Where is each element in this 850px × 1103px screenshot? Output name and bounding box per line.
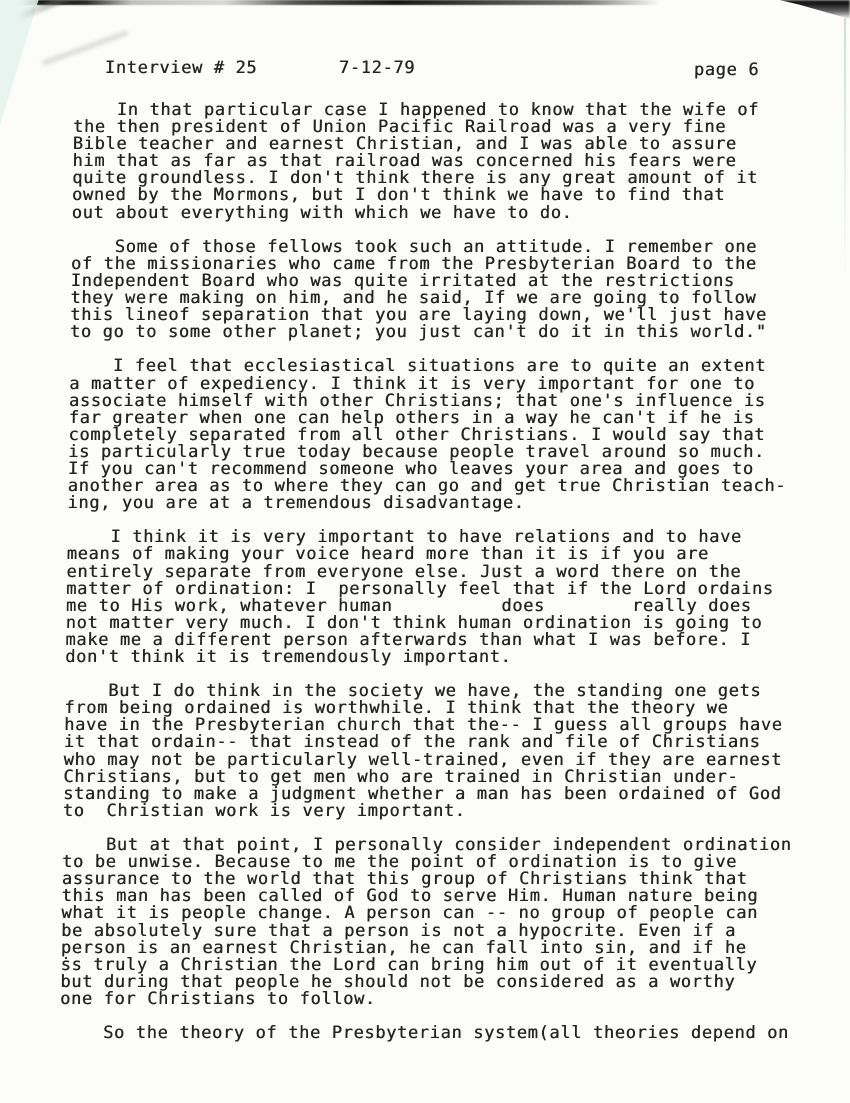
page-number: page 6 bbox=[693, 60, 760, 80]
paragraph-3: I feel that ecclesiastical situations are to quite an extent a matter of expediency. I think it is very important for one to associate himself with other Christians; that one's influence is far greater when one can help others in a way he can't if he is completely separated from all other Christians. I would say that is particularly true today because people travel around so much. If you can't recommend someone who leaves your area and goes to another area as to where they can go and get true Christian teach- ing, you are at a tremendous disadvantage. bbox=[67, 356, 787, 514]
paragraph-5: But I do think in the society we have, the standing one gets from being ordained is worthwhile. I think that the theory we have in the Presbyterian church that the-- I guess all groups have it that ordain-- that instead of the rank and file of Christians who may not be particularly well-trained, even if they are earnest Christians, but to get men who are trained in Christian under- standing to make a judgment whether a man has been ordained of God to Christian work is very important. bbox=[62, 681, 783, 821]
transcript-body bbox=[59, 102, 843, 1059]
interview-date: 7-12-79 bbox=[338, 58, 416, 78]
paragraph-1: In that particular case I happened to know that the wife of the then president of Union Pacific Railroad was a very fine Bible teacher and earnest Christian, and I was able to assure him that as far as that railroad was concerned his fears were quite groundless. I don't think there is any great amount of it owned by the Mormons, but I don't think we have to find that out about everything with which we have to do. bbox=[71, 100, 760, 223]
page-header bbox=[0, 58, 850, 80]
paragraph-2: Some of those fellows took such an attitude. I remember one of the missionaries who came from the Presbyterian Board to the Independent Board who was quite irritated at the restrictions they were making on him, and he said, If we are going to follow this lineof separation that you are laying down, we'll just have to go to some other planet; you just can't do it in this world." bbox=[69, 236, 768, 343]
interview-number: Interview # 25 bbox=[104, 58, 258, 78]
paragraph-4: I think it is very important to have relations and to have means of making your voice heard more than it is if you are entirely separate from everyone else. Just a word there on the matter of ordination: I personally feel that if the Lord ordains me to His work, whatever human does really does not matter very much. I don't think human ordination is going to make me a different person afterwards than what I was before. I don't think it is tremendously important. bbox=[64, 527, 774, 667]
paragraph-6: But at that point, I personally consider independent ordination to be unwise. Because to me the point of ordination is to give assurance to the world that this group of Christians think that this man has been called of God to serve Him. Human nature being what it is people change. A person can -- no group of people can be absolutely sure that a person is not a hypocrite. Even if a person is an earnest Christian, he can fall into sin, and if he ṡs truly a Christian the Lord can bring him out of it eventually but during that people he should not be considered as a worthy one for Christians to follow. bbox=[59, 835, 792, 1009]
paragraph-7: So the theory of the Presbyterian system(all theories depend on bbox=[59, 1023, 790, 1044]
